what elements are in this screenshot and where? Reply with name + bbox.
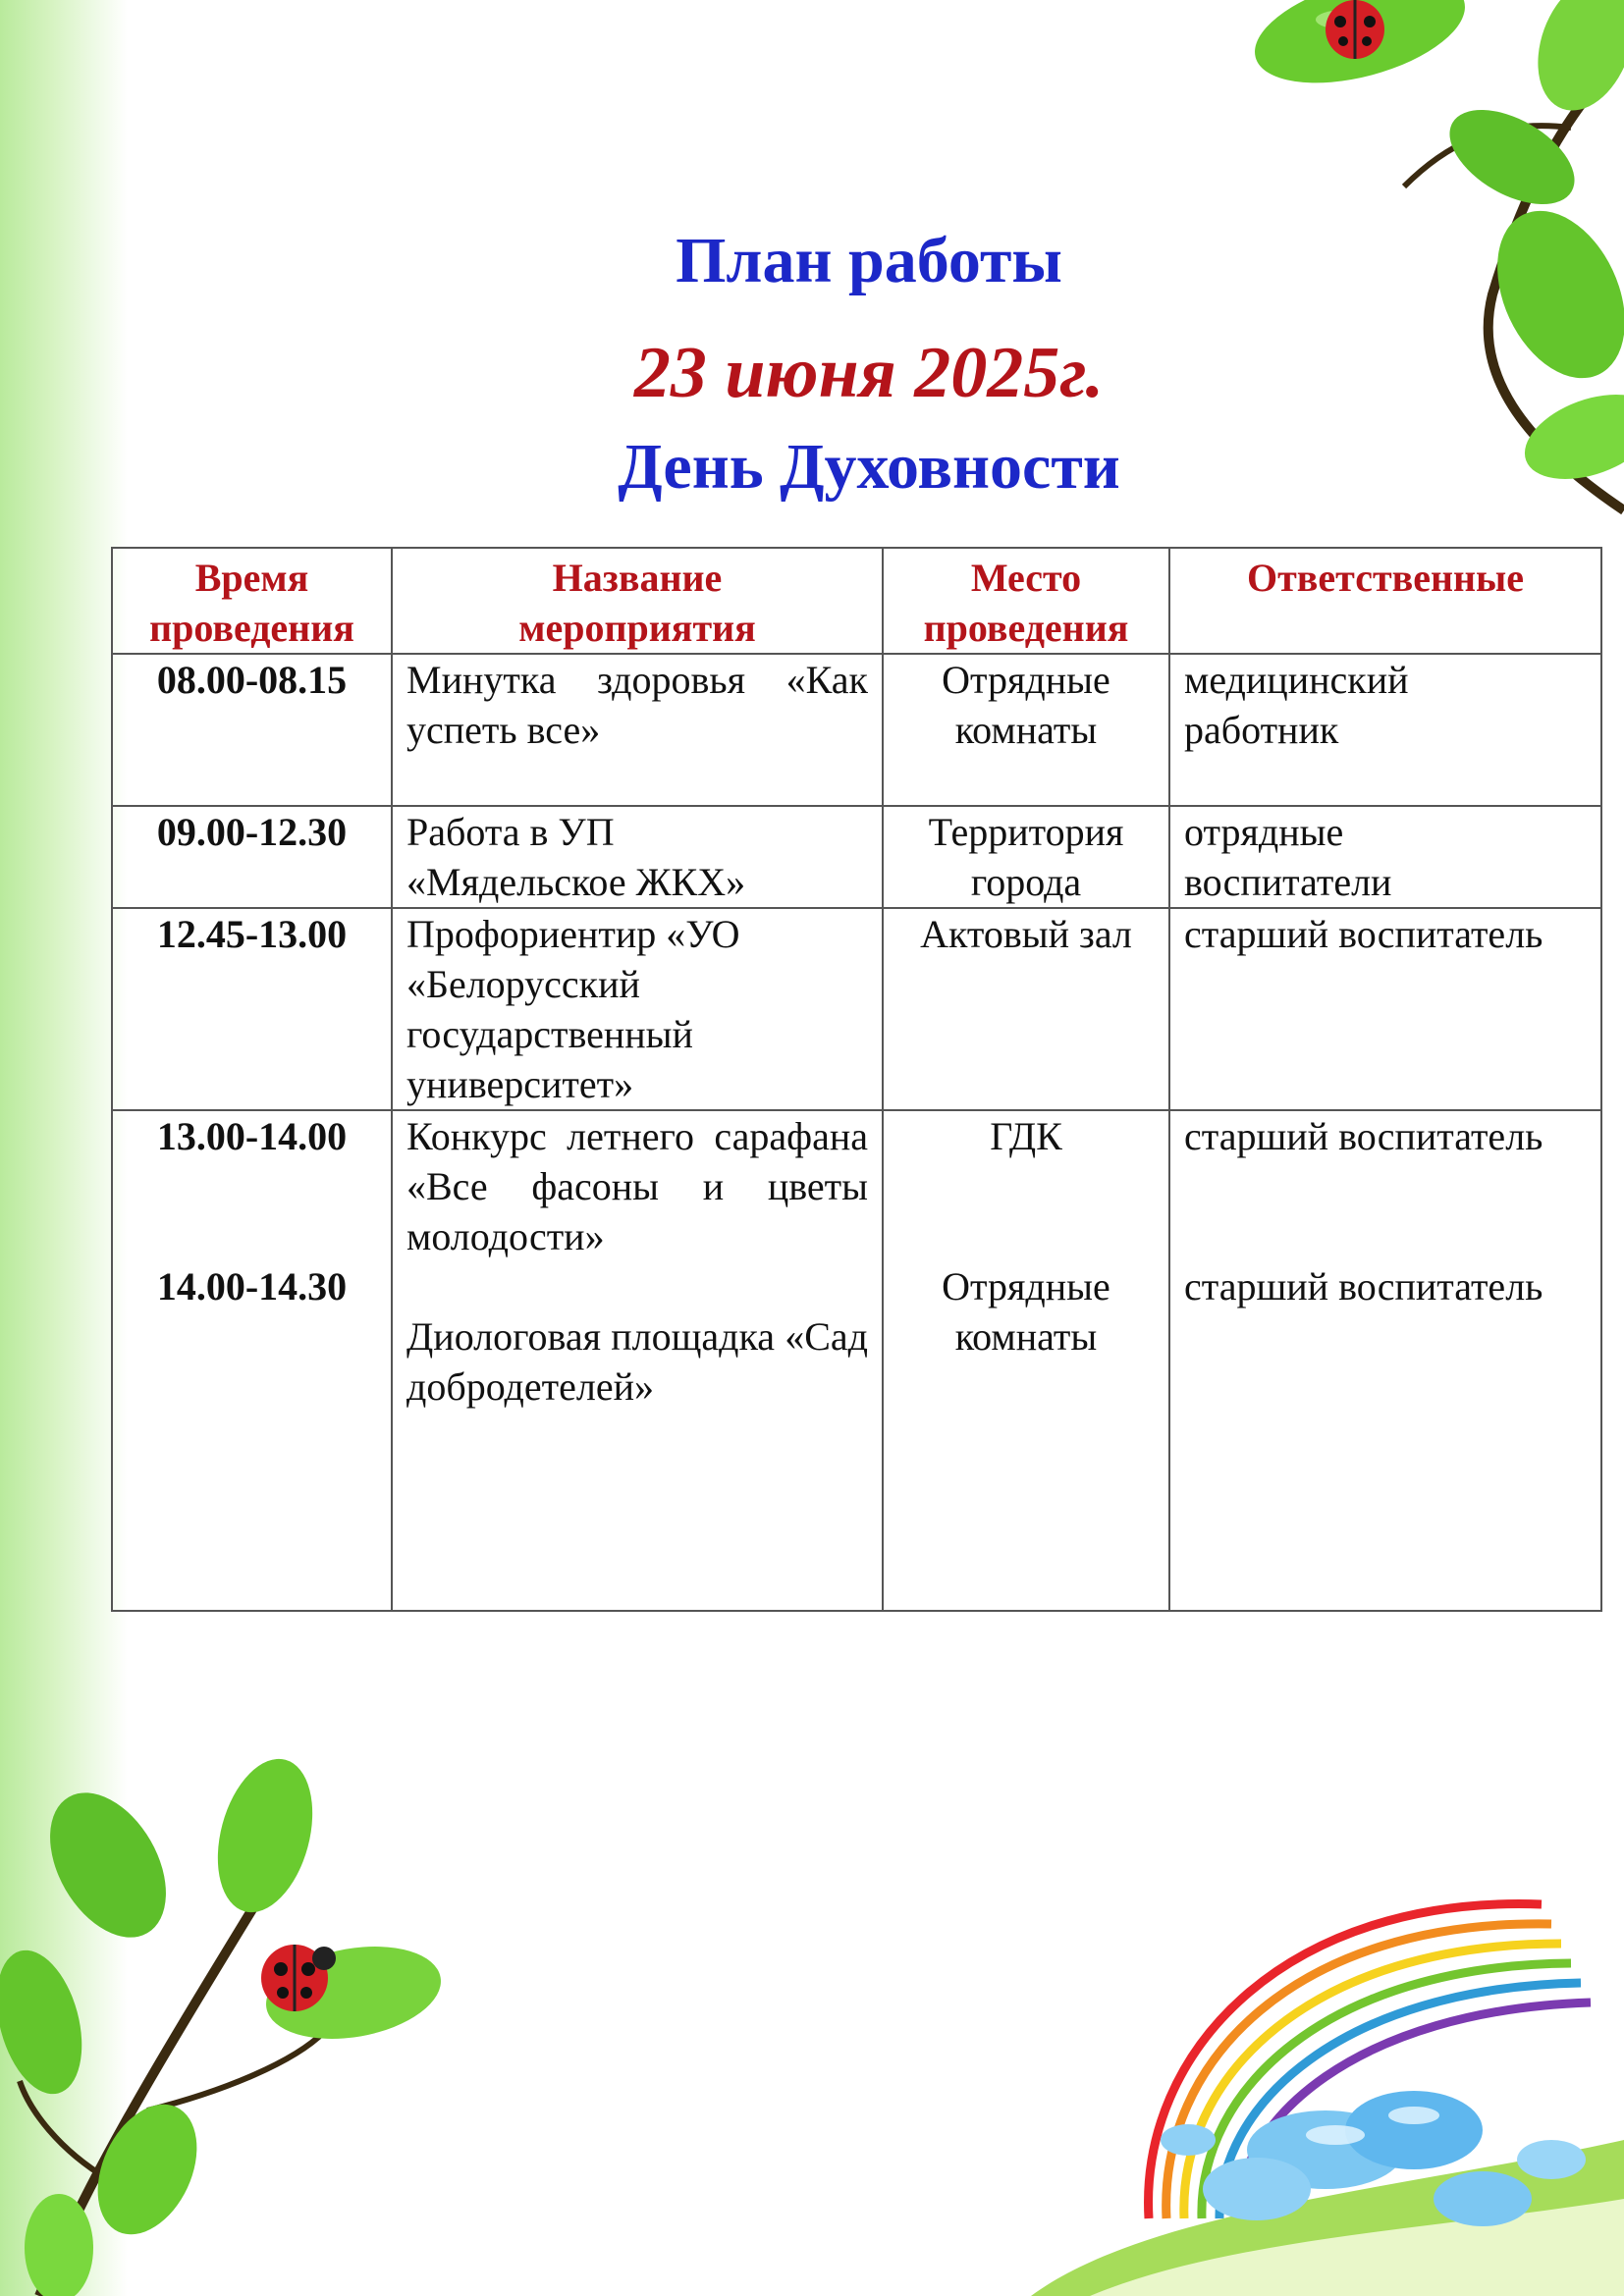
row-event-name: Профориентир «УО «Белорусский государственный университет» xyxy=(392,908,883,1110)
date-title: 23 июня 2025г. xyxy=(633,333,1105,413)
table-row xyxy=(112,1110,1601,1611)
bottom-left-leaves-icon xyxy=(0,1737,452,2296)
day-theme-title: День Духовности xyxy=(618,431,1120,503)
row-responsible: медицинский работник xyxy=(1169,654,1601,806)
row-time: 13.00-14.00 14.00-14.30 xyxy=(112,1110,392,1611)
row-responsible: старший воспитатель xyxy=(1169,908,1601,1110)
row-place: Актовый зал xyxy=(883,908,1169,1110)
page-title: План работы xyxy=(676,225,1062,296)
row-time: 08.00-08.15 xyxy=(112,654,392,806)
table-row xyxy=(112,908,1601,1110)
header-place: Место проведения xyxy=(883,548,1169,654)
header-name: Название мероприятия xyxy=(392,548,883,654)
row-event-name: Минутка здоровья «Как успеть все» xyxy=(392,654,883,806)
row-time: 12.45-13.00 xyxy=(112,908,392,1110)
row-place: Отрядные комнаты xyxy=(883,654,1169,806)
header-responsible: Ответственные xyxy=(1169,548,1601,654)
table-header-row xyxy=(112,548,1601,654)
row-responsible: отрядные воспитатели xyxy=(1169,806,1601,908)
header-time: Время проведения xyxy=(112,548,392,654)
table-row xyxy=(112,806,1601,908)
row-place: ГДК Отрядные комнаты xyxy=(883,1110,1169,1611)
table-row xyxy=(112,654,1601,806)
row-event-name: Конкурс летнего сарафана «Все фасоны и цветы молодости» Диологовая площадка «Сад добродетелей» xyxy=(392,1110,883,1611)
schedule-table xyxy=(111,547,1602,1612)
row-event-name: Работа в УП «Мядельское ЖКХ» xyxy=(392,806,883,908)
row-place: Территория города xyxy=(883,806,1169,908)
row-time: 09.00-12.30 xyxy=(112,806,392,908)
row-responsible: старший воспитатель старший воспитатель xyxy=(1169,1110,1601,1611)
water-drops-icon xyxy=(1129,2071,1624,2296)
